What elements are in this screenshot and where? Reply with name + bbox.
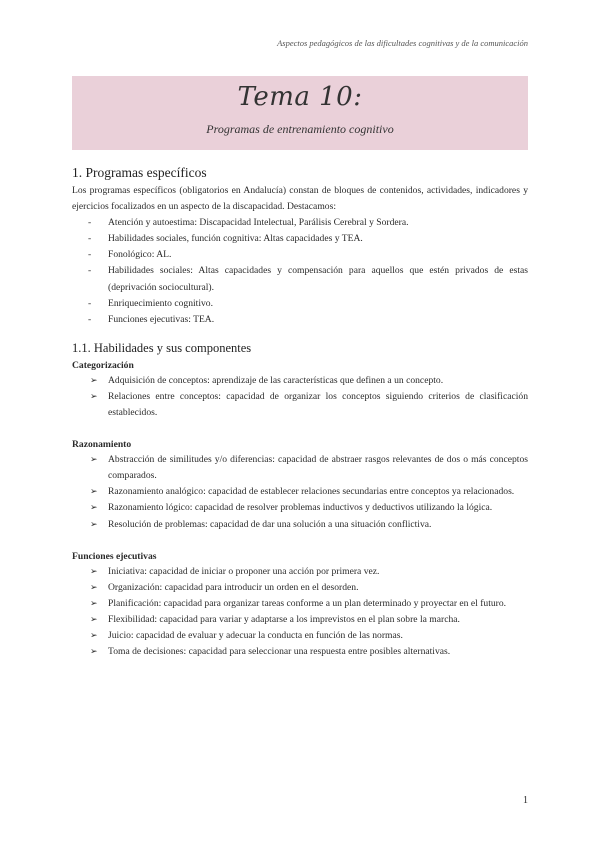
page-number: 1 <box>523 795 528 806</box>
list-item: ➢ Planificación: capacidad para organizar tareas conforme a un plan determinado y proyectar en el futuro. <box>108 596 528 612</box>
chapter-title: Tema 10: <box>237 82 363 112</box>
group-list <box>72 452 528 532</box>
intro-paragraph: Los programas específicos (obligatorios en Andalucía) constan de bloques de contenidos, actividades, indicadores y ejercicios focalizados en un aspecto de la discapacidad. Destacamos: <box>72 185 528 213</box>
list-item: ➢ Flexibilidad: capacidad para variar y adaptarse a los imprevistos en el plan sobre la marcha. <box>108 612 528 628</box>
list-item: ➢ Abstracción de similitudes y/o diferencias: capacidad de abstraer rasgos relevantes de dos o más conceptos comparados. <box>108 452 528 484</box>
list-item: ➢ Adquisición de conceptos: aprendizaje de las características que definen a un concepto. <box>108 373 528 389</box>
list-item: - Habilidades sociales, función cognitiva: Altas capacidades y TEA. <box>108 231 528 247</box>
running-header: Aspectos pedagógicos de las dificultades cognitivas y de la comunicación <box>277 38 528 48</box>
list-item: - Enriquecimiento cognitivo. <box>108 296 528 312</box>
section-heading: 1. Programas específicos <box>72 165 207 180</box>
list-item: - Funciones ejecutivas: TEA. <box>108 312 528 328</box>
list-item: ➢ Toma de decisiones: capacidad para seleccionar una respuesta entre posibles alternativas. <box>108 644 528 660</box>
list-item: ➢ Juicio: capacidad de evaluar y adecuar la conducta en función de las normas. <box>108 628 528 644</box>
list-item: - Atención y autoestima: Discapacidad Intelectual, Parálisis Cerebral y Sordera. <box>108 215 528 231</box>
page-content <box>72 163 528 660</box>
programs-list <box>72 215 528 328</box>
list-item: ➢ Resolución de problemas: capacidad de dar una solución a una situación conflictiva. <box>108 517 528 533</box>
group-title: Funciones ejecutivas <box>72 550 157 562</box>
list-item: ➢ Razonamiento analógico: capacidad de establecer relaciones secundarias entre conceptos ya relacionados. <box>108 484 528 500</box>
group-title: Razonamiento <box>72 439 132 451</box>
group-list <box>72 373 528 421</box>
subsection-heading: 1.1. Habilidades y sus componentes <box>72 340 252 355</box>
list-item: ➢ Organización: capacidad para introducir un orden en el desorden. <box>108 580 528 596</box>
chapter-subtitle: Programas de entrenamiento cognitivo <box>206 122 394 136</box>
group-title: Categorización <box>72 359 134 371</box>
list-item: ➢ Iniciativa: capacidad de iniciar o proponer una acción por primera vez. <box>108 564 528 580</box>
list-item: ➢ Razonamiento lógico: capacidad de resolver problemas inductivos y deductivos utilizando la lógica. <box>108 500 528 516</box>
title-banner <box>72 76 528 150</box>
list-item: - Habilidades sociales: Altas capacidades y compensación para aquellos que estén privados de estas (deprivación sociocultural). <box>108 263 528 295</box>
list-item: - Fonológico: AL. <box>108 247 528 263</box>
group-list <box>72 564 528 661</box>
list-item: ➢ Relaciones entre conceptos: capacidad de organizar los conceptos siguiendo criterios de clasificación establecidos. <box>108 389 528 421</box>
